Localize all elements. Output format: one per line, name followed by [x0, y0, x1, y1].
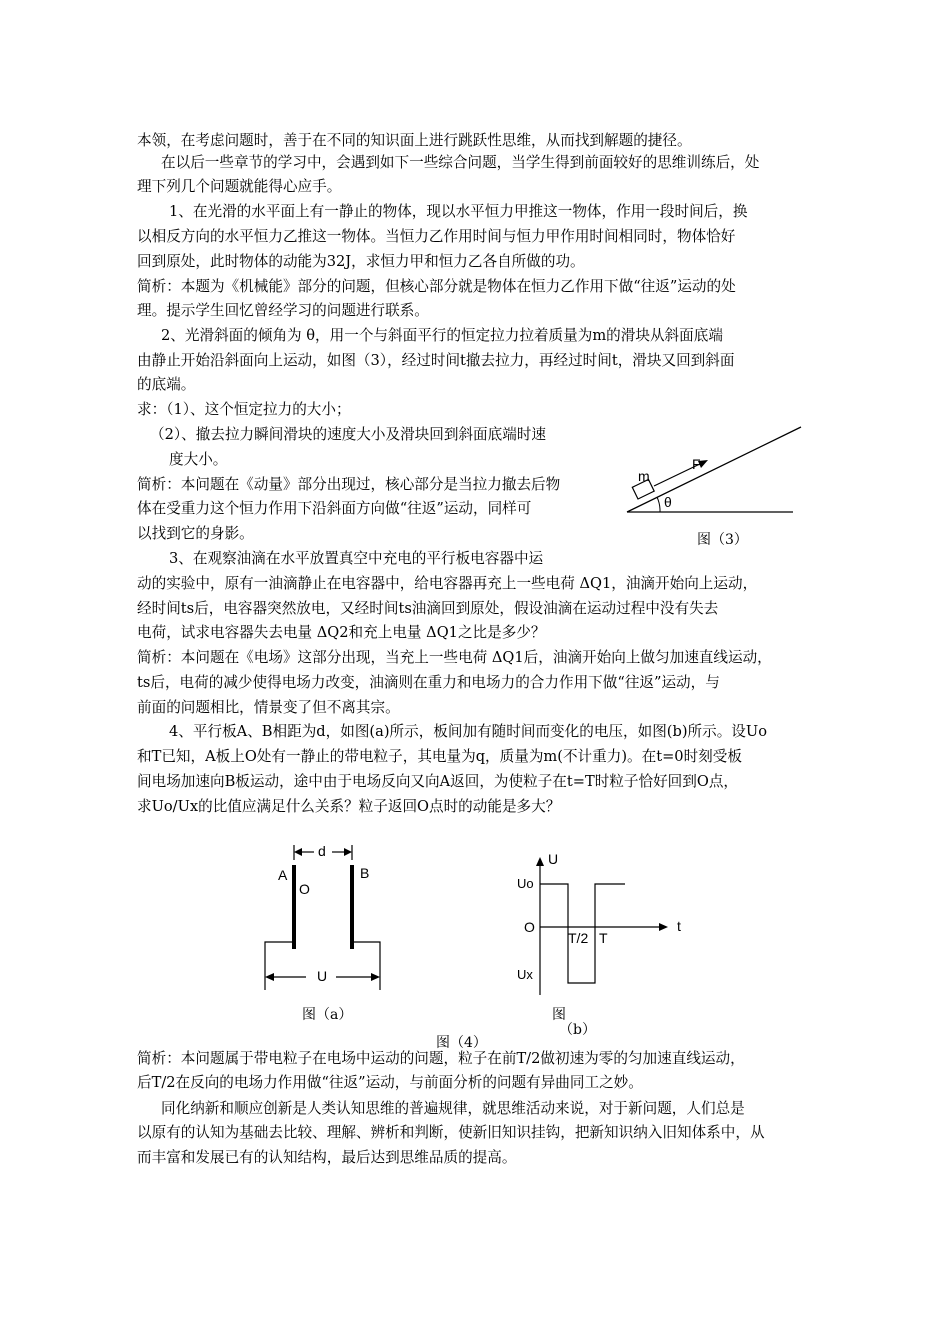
text-line: 2、光滑斜面的倾角为 θ，用一个与斜面平行的恒定拉力拉着质量为m的滑块从斜面底端: [161, 327, 723, 344]
fig4-caption: 图（4）: [436, 1035, 487, 1051]
text-line: 间电场加速向B板运动，途中由于电场反向又向A返回，为使粒子在t=T时粒子恰好回到O点，: [137, 773, 739, 790]
text-line: 求：（1）、这个恒定拉力的大小；: [137, 401, 351, 418]
fig4b-half-period-label: T/2: [568, 930, 589, 946]
fig4a-plate-b-label: B: [360, 865, 370, 881]
text-line: 而丰富和发展已有的认知结构，最后达到思维品质的提高。: [137, 1149, 517, 1166]
text-line: 的底端。: [137, 376, 196, 393]
fig4a-o-label: O: [299, 881, 310, 897]
text-line: 以相反方向的水平恒力乙推这一物体。当恒力乙作用时间与恒力甲作用时间相同时，物体恰好: [137, 228, 736, 245]
text-line: 动的实验中，原有一油滴静止在电容器中，给电容器再充上一些电荷 ΔQ1，油滴开始向上运动，: [137, 575, 758, 592]
text-line: 同化纳新和顺应创新是人类认知思维的普遍规律，就思维活动来说，对于新问题，人们总是: [161, 1100, 745, 1117]
text-line: ts后，电荷的减少使得电场力改变，油滴则在重力和电场力的合力作用下做“往返”运动，与: [137, 674, 720, 691]
fig3-force-label: F: [692, 456, 701, 472]
fig4a-u-label: U: [317, 968, 328, 984]
text-line: 体在受重力这个恒力作用下沿斜面方向做“往返”运动，同样可: [137, 500, 532, 517]
text-line: 简析：本问题属于带电粒子在电场中运动的问题，粒子在前T/2做初速为零的匀加速直线运动，: [137, 1050, 745, 1067]
fig3-mass-label: m: [638, 468, 650, 484]
text-line: 本领，在考虑问题时，善于在不同的知识面上进行跳跃性思维，从而找到解题的捷径。: [137, 132, 692, 149]
fig4b-ux-label: Ux: [517, 967, 533, 982]
text-line: 理。提示学生回忆曾经学习的问题进行联系。: [137, 302, 429, 319]
text-line: 求Uo/Ux的比值应满足什么关系？粒子返回O点时的动能是多大？: [137, 798, 561, 815]
text-line: 和T已知，A板上O处有一静止的带电粒子，其电量为q，质量为m(不计重力)。在t=0时刻受板: [137, 748, 742, 765]
text-line: 后T/2在反向的电场力作用做“往返”运动，与前面分析的问题有异曲同工之妙。: [137, 1074, 643, 1091]
fig4b-period-label: T: [599, 930, 608, 946]
fig3-caption: 图（3）: [697, 532, 748, 548]
fig4b-caption-sub: （b）: [559, 1022, 596, 1038]
text-line: 回到原处，此时物体的动能为32J，求恒力甲和恒力乙各自所做的功。: [137, 253, 585, 270]
text-line: 简析：本问题在《动量》部分出现过，核心部分是当拉力撤去后物: [137, 476, 561, 493]
text-line: 电荷，试求电容器失去电量 ΔQ2和充上电量 ΔQ1之比是多少？: [137, 624, 546, 641]
fig3-angle-label: θ: [664, 494, 672, 510]
fig4a-plate-a-label: A: [278, 867, 288, 883]
text-line: 1、在光滑的水平面上有一静止的物体，现以水平恒力甲推这一物体，作用一段时间后，换: [169, 203, 748, 220]
text-line: 度大小。: [169, 451, 228, 468]
fig4b-origin-label: O: [524, 919, 535, 935]
text-line: 由静止开始沿斜面向上运动，如图（3），经过时间t撤去拉力，再经过时间t，滑块又回到斜面: [137, 352, 735, 369]
text-line: 3、在观察油滴在水平放置真空中充电的平行板电容器中运: [169, 550, 544, 567]
text-line: 简析：本题为《机械能》部分的问题，但核心部分就是物体在恒力乙作用下做“往返”运动的处: [137, 278, 736, 295]
fig4b-uo-label: Uo: [517, 876, 534, 891]
text-line: 简析：本问题在《电场》这部分出现，当充上一些电荷 ΔQ1后，油滴开始向上做匀加速直线运动，: [137, 649, 772, 666]
text-line: 经时间ts后，电容器突然放电，又经时间ts油滴回到原处，假设油滴在运动过程中没有失去: [137, 600, 719, 617]
fig4b-caption: 图: [552, 1007, 566, 1023]
fig4b-u-axis-label: U: [548, 851, 559, 867]
text-line: 4、平行板A、B相距为d，如图(a)所示，板间加有随时间而变化的电压，如图(b)所示。设Uo: [169, 723, 767, 740]
fig4a-caption: 图（a）: [302, 1007, 353, 1023]
text-line: （2）、撤去拉力瞬间滑块的速度大小及滑块回到斜面底端时速: [150, 426, 547, 443]
text-line: 在以后一些章节的学习中，会遇到如下一些综合问题，当学生得到前面较好的思维训练后，处: [161, 154, 760, 171]
text-line: 前面的问题相比，情景变了但不离其宗。: [137, 699, 400, 716]
fig4a-d-label: d: [318, 843, 326, 859]
text-line: 理下列几个问题就能得心应手。: [137, 178, 342, 195]
text-line: 以原有的认知为基础去比较、理解、辨析和判断，使新旧知识挂钩，把新知识纳入旧知体系中，从: [137, 1124, 765, 1141]
fig4b-t-axis-label: t: [677, 918, 681, 934]
text-line: 以找到它的身影。: [137, 525, 254, 542]
